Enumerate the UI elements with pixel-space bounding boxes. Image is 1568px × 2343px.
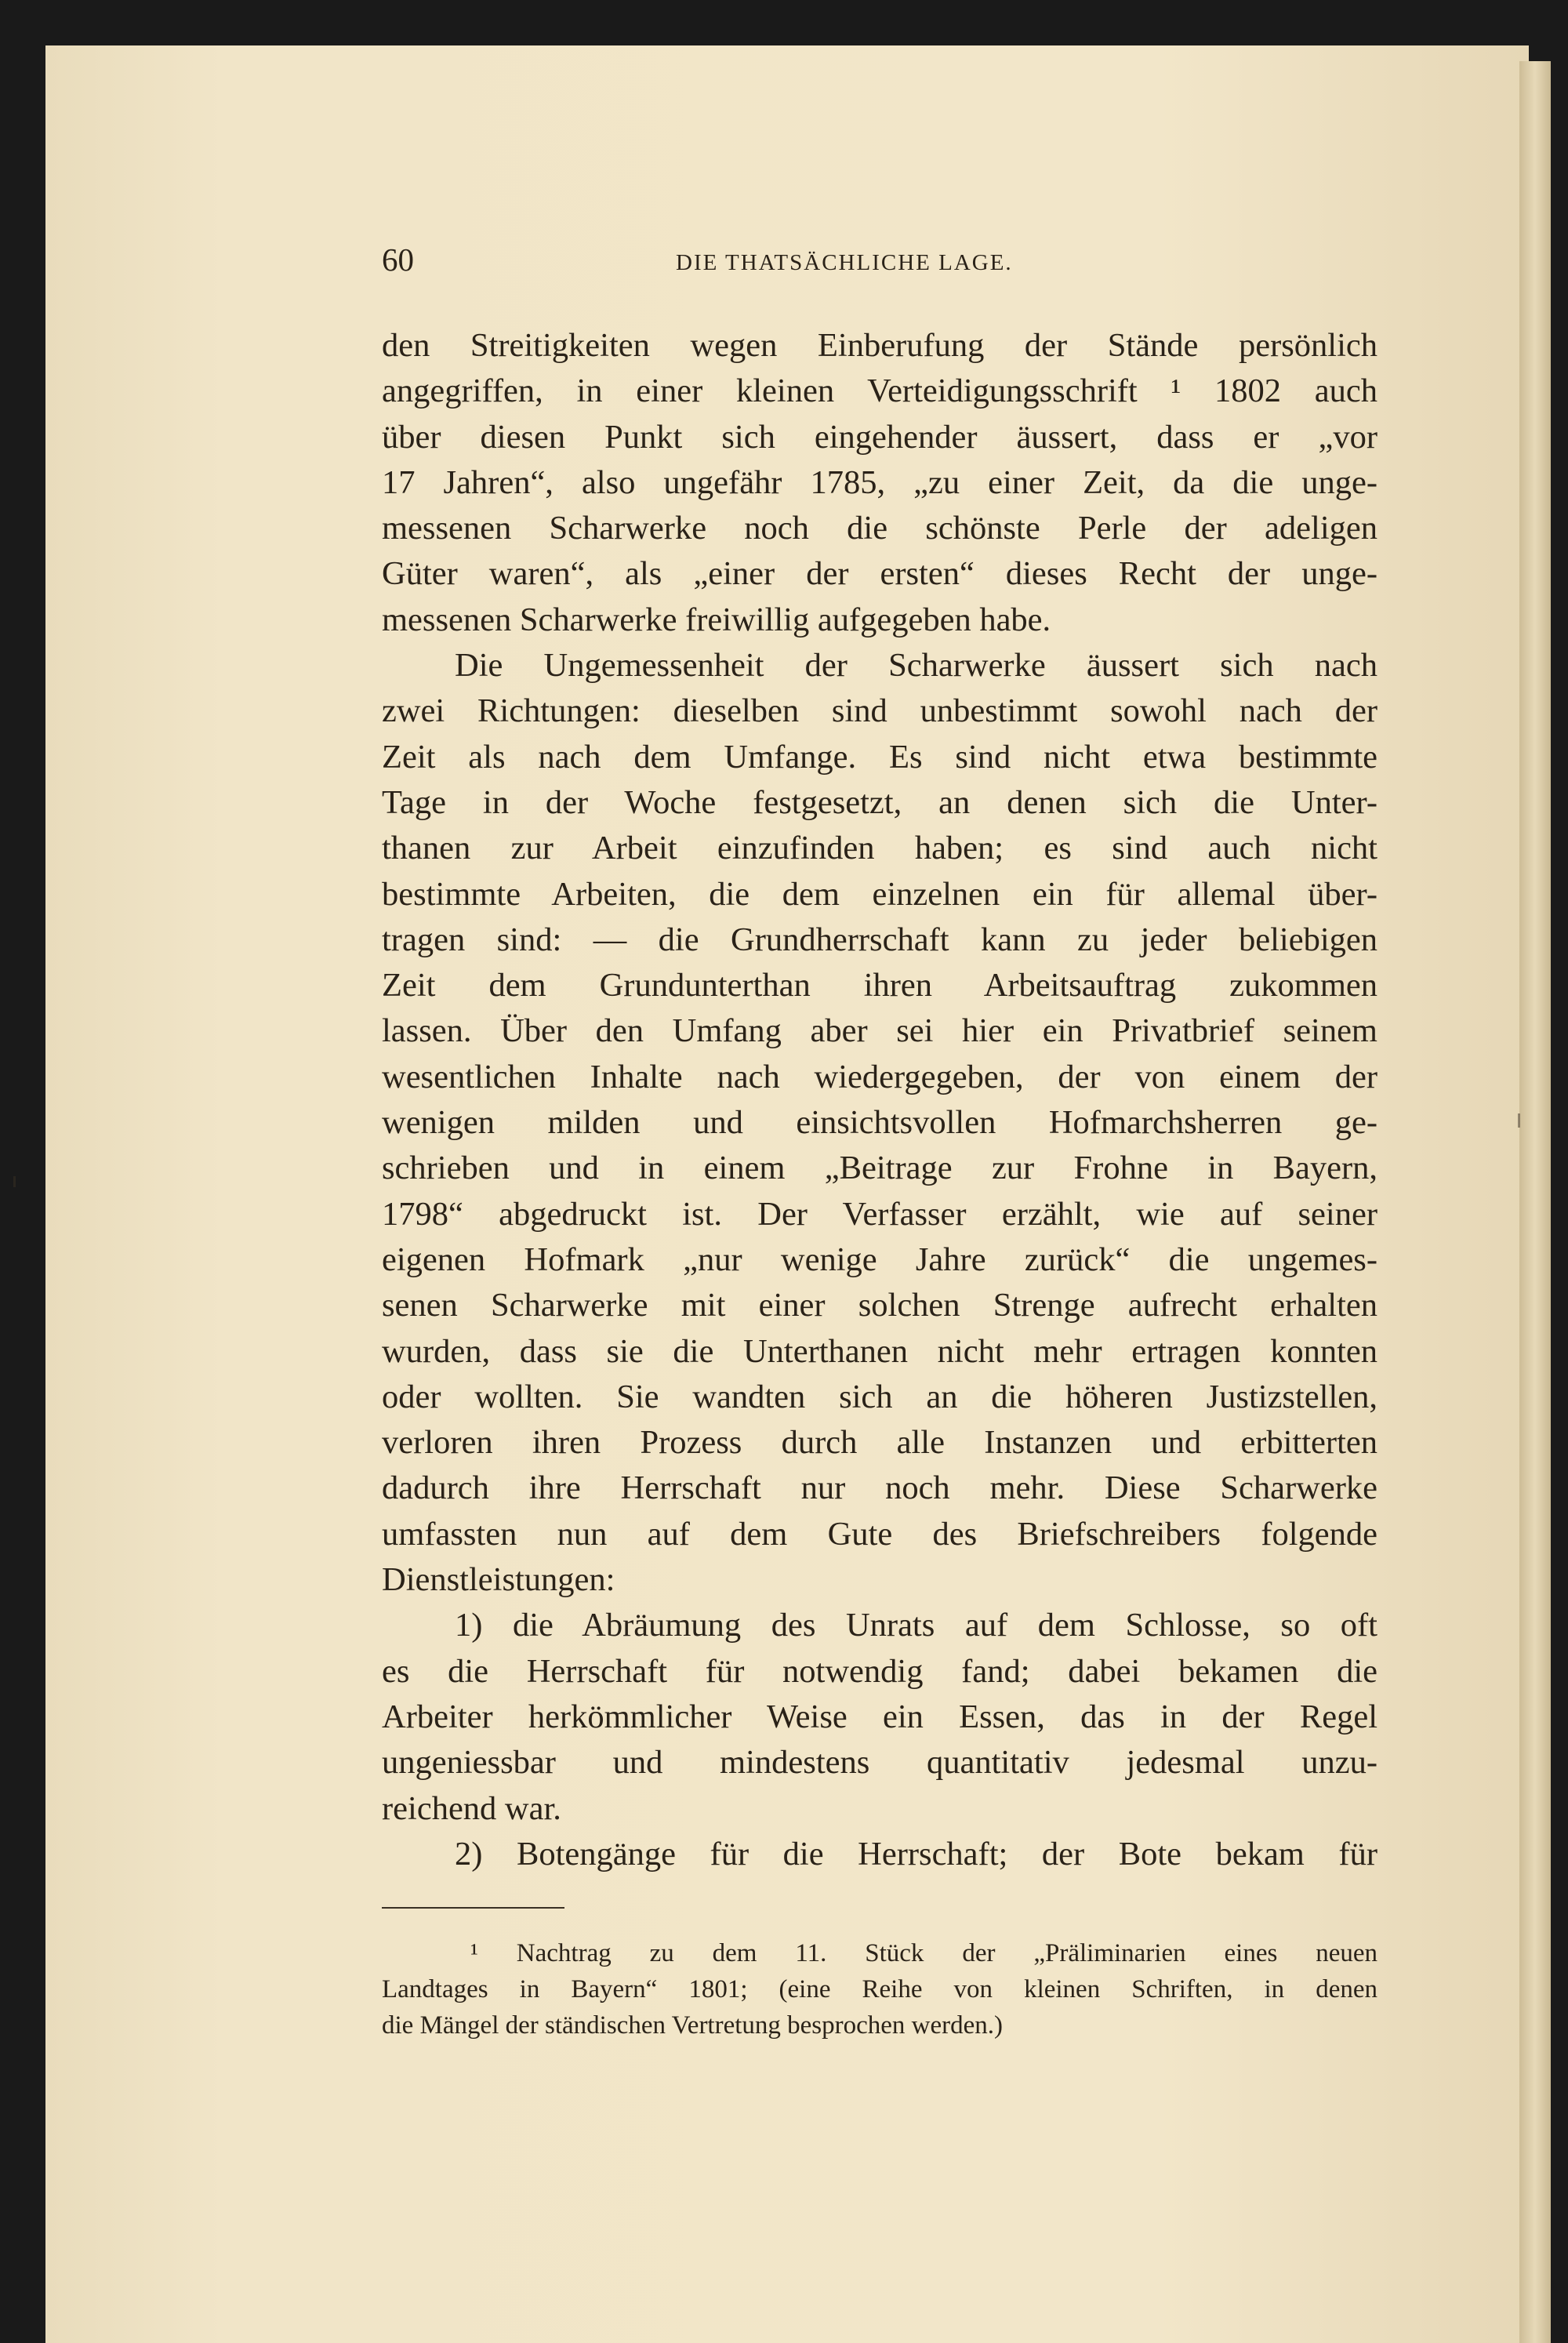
footnote-line: ¹ Nachtrag zu dem 11. Stück der „Präliminarien eines neuen (470, 1939, 1377, 1967)
text-line: Güter waren“, als „einer der ersten“ dieses Recht der unge- (382, 555, 1377, 593)
page-header (382, 240, 1377, 279)
text-line: Arbeiter herkömmlicher Weise ein Essen, das in der Regel (382, 1698, 1377, 1735)
text-line: umfassten nun auf dem Gute des Briefschreibers folgende (382, 1515, 1377, 1553)
text-line: thanen zur Arbeit einzufinden haben; es sind auch nicht (382, 830, 1377, 867)
footnote-line: Landtages in Bayern“ 1801; (eine Reihe von kleinen Schriften, in denen (382, 1975, 1377, 2003)
footnote-divider (382, 1907, 564, 1909)
text-line: angegriffen, in einer kleinen Verteidigungsschrift ¹ 1802 auch (382, 372, 1377, 410)
text-line: es die Herrschaft für notwendig fand; dabei bekamen die (382, 1652, 1377, 1690)
text-line: eigenen Hofmark „nur wenige Jahre zurück“ die ungemes- (382, 1241, 1377, 1278)
text-line: messenen Scharwerke freiwillig aufgegeben habe. (382, 601, 1051, 638)
text-line: wenigen milden und einsichtsvollen Hofmarchsherren ge- (382, 1104, 1377, 1142)
text-line: Zeit als nach dem Umfange. Es sind nicht etwa bestimmte (382, 738, 1377, 776)
text-line: lassen. Über den Umfang aber sei hier ein Privatbrief seinem (382, 1012, 1377, 1050)
margin-mark (13, 1176, 16, 1187)
text-line: dadurch ihre Herrschaft nur noch mehr. Diese Scharwerke (382, 1469, 1377, 1507)
footnote-line: die Mängel der ständischen Vertretung besprochen werden.) (382, 2011, 1004, 2040)
body-text (382, 323, 1377, 1877)
text-line: reichend war. (382, 1789, 561, 1827)
text-line: 1) die Abräumung des Unrats auf dem Schlosse, so oft (455, 1607, 1377, 1644)
text-line: wurden, dass sie die Unterthanen nicht mehr ertragen konnten (382, 1332, 1377, 1370)
text-line: schrieben und in einem „Beitrage zur Frohne in Bayern, (382, 1150, 1377, 1187)
running-title: DIE THATSÄCHLICHE LAGE. (676, 250, 1013, 275)
text-line: verloren ihren Prozess durch alle Instanzen und erbitterten (382, 1424, 1377, 1462)
page-number: 60 (382, 242, 414, 278)
text-line: den Streitigkeiten wegen Einberufung der Stände persönlich (382, 327, 1377, 364)
text-line: über diesen Punkt sich eingehender äussert, dass er „vor (382, 418, 1377, 456)
text-line: 1798“ abgedruckt ist. Der Verfasser erzählt, wie auf seiner (382, 1195, 1377, 1233)
page-gutter (1519, 61, 1551, 2343)
text-line: zwei Richtungen: dieselben sind unbestimmt sowohl nach der (382, 692, 1377, 730)
margin-mark (1518, 1113, 1520, 1128)
footnote (382, 1935, 1377, 2043)
text-line: 17 Jahren“, also ungefähr 1785, „zu einer Zeit, da die unge- (382, 463, 1377, 501)
text-line: senen Scharwerke mit einer solchen Strenge aufrecht erhalten (382, 1287, 1377, 1324)
text-line: tragen sind: — die Grundherrschaft kann zu jeder beliebigen (382, 921, 1377, 958)
text-line: wesentlichen Inhalte nach wiedergegeben, der von einem der (382, 1058, 1377, 1095)
text-line: 2) Botengänge für die Herrschaft; der Bote bekam für (455, 1835, 1377, 1873)
text-line: ungeniessbar und mindestens quantitativ jedesmal unzu- (382, 1744, 1377, 1782)
text-line: Dienstleistungen: (382, 1561, 615, 1599)
text-line: Zeit dem Grundunterthan ihren Arbeitsauftrag zukommen (382, 967, 1377, 1004)
text-line: bestimmte Arbeiten, die dem einzelnen ein für allemal über- (382, 875, 1377, 913)
text-line: oder wollten. Sie wandten sich an die höheren Justizstellen, (382, 1378, 1377, 1415)
text-line: Die Ungemessenheit der Scharwerke äussert sich nach (455, 647, 1377, 685)
text-line: messenen Scharwerke noch die schönste Perle der adeligen (382, 510, 1377, 547)
text-line: Tage in der Woche festgesetzt, an denen sich die Unter- (382, 783, 1377, 821)
